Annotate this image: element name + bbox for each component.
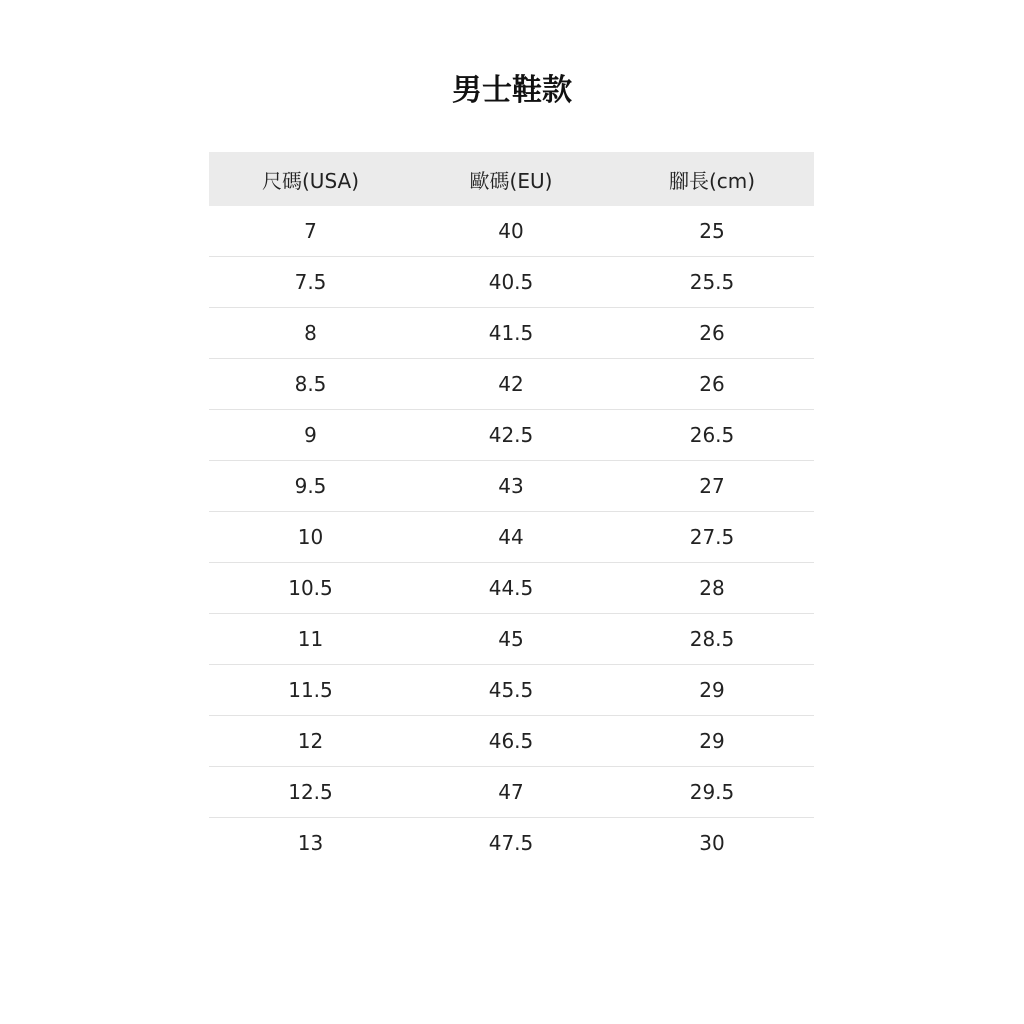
foot-length-cell: 29 [610, 665, 814, 716]
table-row [209, 410, 814, 461]
table-row [209, 767, 814, 818]
usa-size-cell: 11 [209, 614, 412, 665]
eu-size-cell: 45.5 [412, 665, 610, 716]
eu-size-cell: 40.5 [412, 257, 610, 308]
usa-size-cell: 12 [209, 716, 412, 767]
foot-length-cell: 26 [610, 308, 814, 359]
eu-size-cell: 44.5 [412, 563, 610, 614]
eu-size-cell: 43 [412, 461, 610, 512]
table-row [209, 614, 814, 665]
table-row [209, 461, 814, 512]
table-body [209, 206, 814, 868]
usa-size-cell: 10.5 [209, 563, 412, 614]
usa-size-cell: 8 [209, 308, 412, 359]
foot-length-cell: 27.5 [610, 512, 814, 563]
foot-length-cell: 26 [610, 359, 814, 410]
usa-size-cell: 11.5 [209, 665, 412, 716]
table-row [209, 563, 814, 614]
foot-length-cell: 27 [610, 461, 814, 512]
header-eu-size: 歐碼(EU) [412, 152, 610, 206]
usa-size-cell: 12.5 [209, 767, 412, 818]
eu-size-cell: 45 [412, 614, 610, 665]
page-title: 男士鞋款 [452, 73, 572, 108]
table-row [209, 308, 814, 359]
table-row [209, 206, 814, 257]
size-chart-table [209, 152, 814, 868]
table-row [209, 512, 814, 563]
usa-size-cell: 8.5 [209, 359, 412, 410]
foot-length-cell: 26.5 [610, 410, 814, 461]
table-header [209, 152, 814, 206]
foot-length-cell: 25.5 [610, 257, 814, 308]
foot-length-cell: 28 [610, 563, 814, 614]
eu-size-cell: 46.5 [412, 716, 610, 767]
eu-size-cell: 42 [412, 359, 610, 410]
table-row [209, 257, 814, 308]
eu-size-cell: 40 [412, 206, 610, 257]
foot-length-cell: 28.5 [610, 614, 814, 665]
usa-size-cell: 9.5 [209, 461, 412, 512]
table-row [209, 716, 814, 767]
header-row [209, 152, 814, 206]
eu-size-cell: 44 [412, 512, 610, 563]
usa-size-cell: 13 [297, 831, 324, 855]
eu-size-cell: 47 [412, 767, 610, 818]
eu-size-cell: 47.5 [488, 831, 534, 855]
header-foot-length: 腳長(cm) [610, 152, 814, 206]
header-usa-size: 尺碼(USA) [209, 152, 412, 206]
table-row [209, 665, 814, 716]
usa-size-cell: 10 [209, 512, 412, 563]
eu-size-cell: 41.5 [412, 308, 610, 359]
table-row [209, 359, 814, 410]
usa-size-cell: 9 [209, 410, 412, 461]
usa-size-cell: 7.5 [209, 257, 412, 308]
foot-length-cell: 29 [610, 716, 814, 767]
foot-length-cell: 29.5 [610, 767, 814, 818]
usa-size-cell: 7 [209, 206, 412, 257]
foot-length-cell: 30 [699, 831, 725, 855]
foot-length-cell: 25 [610, 206, 814, 257]
table-row [209, 818, 814, 869]
eu-size-cell: 42.5 [412, 410, 610, 461]
